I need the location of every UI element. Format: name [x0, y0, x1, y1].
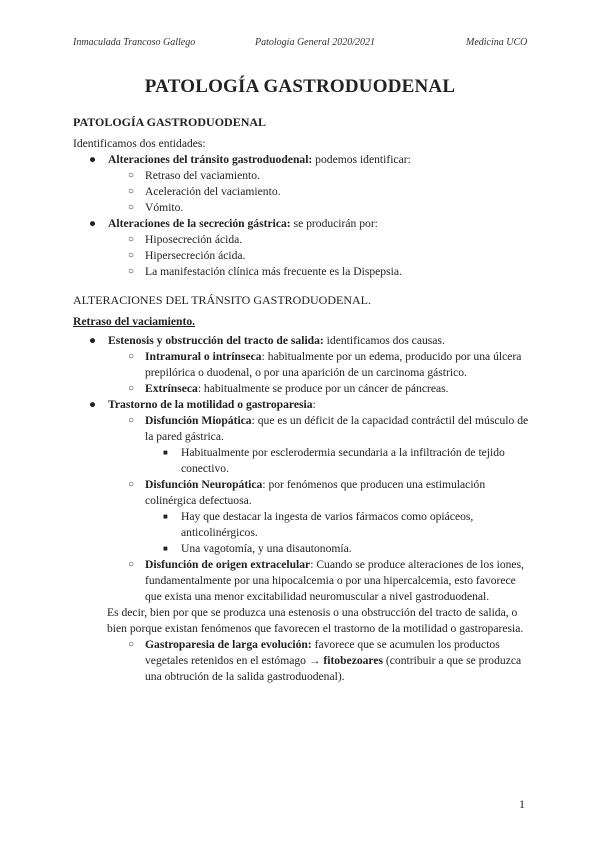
square-bullet-icon: ■	[163, 448, 168, 457]
header-faculty: Medicina UCO	[466, 37, 528, 48]
bullet-icon: ●	[89, 153, 97, 166]
list-item-bold: Extrínseca	[145, 382, 198, 395]
list-item-bold: Disfunción Miopática	[145, 414, 252, 427]
list-item-text: (contribuir a que se produzca una obtrución de la salida gastroduodenal).	[145, 654, 522, 683]
bullet-icon: ●	[89, 398, 97, 411]
bullet-icon: ●	[89, 334, 97, 347]
list-item	[73, 200, 533, 216]
list-item	[73, 333, 533, 349]
summary-paragraph: Es decir, bien por que se produzca una estenosis o una obstrucción del tracto de salida, o bien porque existan fenómenos que favorecen el trastorno de la motilidad o gastroparesia.	[107, 606, 524, 635]
list-item	[73, 397, 533, 413]
list-item-text: Habitualmente por esclerodermia secundaria a la infiltración de tejido conectivo.	[181, 446, 505, 475]
page-title: PATOLOGÍA GASTRODUODENAL	[144, 76, 456, 97]
list-item-text: : habitualmente se produce por un cáncer de páncreas.	[197, 382, 449, 395]
list-item-bold: fitobezoares	[323, 654, 384, 667]
list-item-text: Aceleración del vaciamiento.	[145, 185, 281, 198]
list-item	[73, 637, 533, 685]
evolution-list	[73, 637, 533, 685]
circle-bullet-icon: ○	[128, 639, 135, 650]
section-intro: Identificamos dos entidades:	[73, 137, 206, 150]
list-item-text: se producirán por:	[290, 217, 378, 230]
list-item-bold: Estenosis y obstrucción del tracto de salida:	[108, 334, 324, 347]
list-item-bold: Disfunción de origen extracelular	[145, 558, 311, 571]
list-item	[73, 445, 533, 477]
bullet-icon: ●	[89, 217, 97, 230]
section-heading-1: PATOLOGÍA GASTRODUODENAL	[73, 115, 267, 129]
circle-bullet-icon: ○	[128, 415, 135, 426]
list-item-text: favorece que se acumulen los productos vegetales retenidos en el estómago →	[145, 638, 500, 667]
square-bullet-icon: ■	[163, 512, 168, 521]
list-item	[73, 248, 533, 264]
circle-bullet-icon: ○	[128, 250, 135, 261]
list-item-bold: Gastroparesia de larga evolución:	[145, 638, 312, 651]
circle-bullet-icon: ○	[128, 186, 135, 197]
list-item	[73, 184, 533, 200]
circle-bullet-icon: ○	[128, 234, 135, 245]
transit-list	[73, 333, 533, 605]
circle-bullet-icon: ○	[128, 266, 135, 277]
list-item	[73, 168, 533, 184]
circle-bullet-icon: ○	[128, 559, 135, 570]
list-item-text: : por fenómenos que producen una estimulación colinérgica defectuosa.	[145, 478, 486, 507]
list-item	[73, 477, 533, 509]
list-item-text: : habitualmente por un edema, producido por una úlcera prepilórica o duodenal, o por una aparición de un carcinoma gástrico.	[145, 350, 522, 379]
list-item	[73, 541, 533, 557]
header-course: Patología General 2020/2021	[255, 37, 375, 48]
list-item-text: Hay que destacar la ingesta de varios fármacos como opiáceos, anticolinérgicos.	[181, 510, 474, 539]
list-item-text: : Cuando se produce alteraciones de los iones, fundamentalmente por una hipocalcemia o por una hipercalcemia, esto favorece que exista una menor excitabilidad neuromuscular a nivel gastroduodenal.	[145, 558, 524, 603]
list-item	[73, 557, 533, 605]
list-item	[73, 232, 533, 248]
page-number: 1	[519, 797, 525, 811]
list-item-text: Hipersecreción ácida.	[145, 249, 246, 262]
list-item-text: podemos identificar:	[312, 153, 411, 166]
list-item-bold: Disfunción Neuropática	[145, 478, 263, 491]
list-item-text: : que es un déficit de la capacidad contráctil del músculo de la pared gástrica.	[145, 414, 529, 443]
list-item-text: Vómito.	[145, 201, 184, 214]
list-item-bold: Intramural o intrínseca	[145, 350, 262, 363]
list-item-bold: Alteraciones del tránsito gastroduodenal:	[108, 153, 313, 166]
list-item-text: Hiposecreción ácida.	[145, 233, 243, 246]
section-heading-2: ALTERACIONES DEL TRÁNSITO GASTRODUODENAL.	[73, 293, 372, 307]
list-item-text: :	[312, 398, 316, 411]
square-bullet-icon: ■	[163, 544, 168, 553]
list-item	[73, 509, 533, 541]
circle-bullet-icon: ○	[128, 351, 135, 362]
subsection-heading: Retraso del vaciamiento.	[73, 315, 196, 328]
list-item	[73, 264, 533, 280]
circle-bullet-icon: ○	[128, 170, 135, 181]
list-item-bold: Trastorno de la motilidad o gastroparesia	[108, 398, 313, 411]
circle-bullet-icon: ○	[128, 383, 135, 394]
entity-list	[73, 152, 533, 280]
list-item-bold: Alteraciones de la secreción gástrica:	[108, 217, 291, 230]
list-item	[73, 216, 533, 232]
circle-bullet-icon: ○	[128, 202, 135, 213]
list-item-text: Retraso del vaciamiento.	[145, 169, 260, 182]
list-item	[73, 349, 533, 381]
list-item	[73, 413, 533, 445]
header-author: Inmaculada Trancoso Gallego	[73, 37, 196, 48]
list-item-text: La manifestación clínica más frecuente es la Dispepsia.	[145, 265, 402, 278]
list-item-text: Una vagotomía, y una disautonomía.	[181, 542, 352, 555]
document-body	[73, 114, 533, 685]
list-item	[73, 152, 533, 168]
list-item	[73, 381, 533, 397]
list-item-text: identificamos dos causas.	[323, 334, 445, 347]
circle-bullet-icon: ○	[128, 479, 135, 490]
